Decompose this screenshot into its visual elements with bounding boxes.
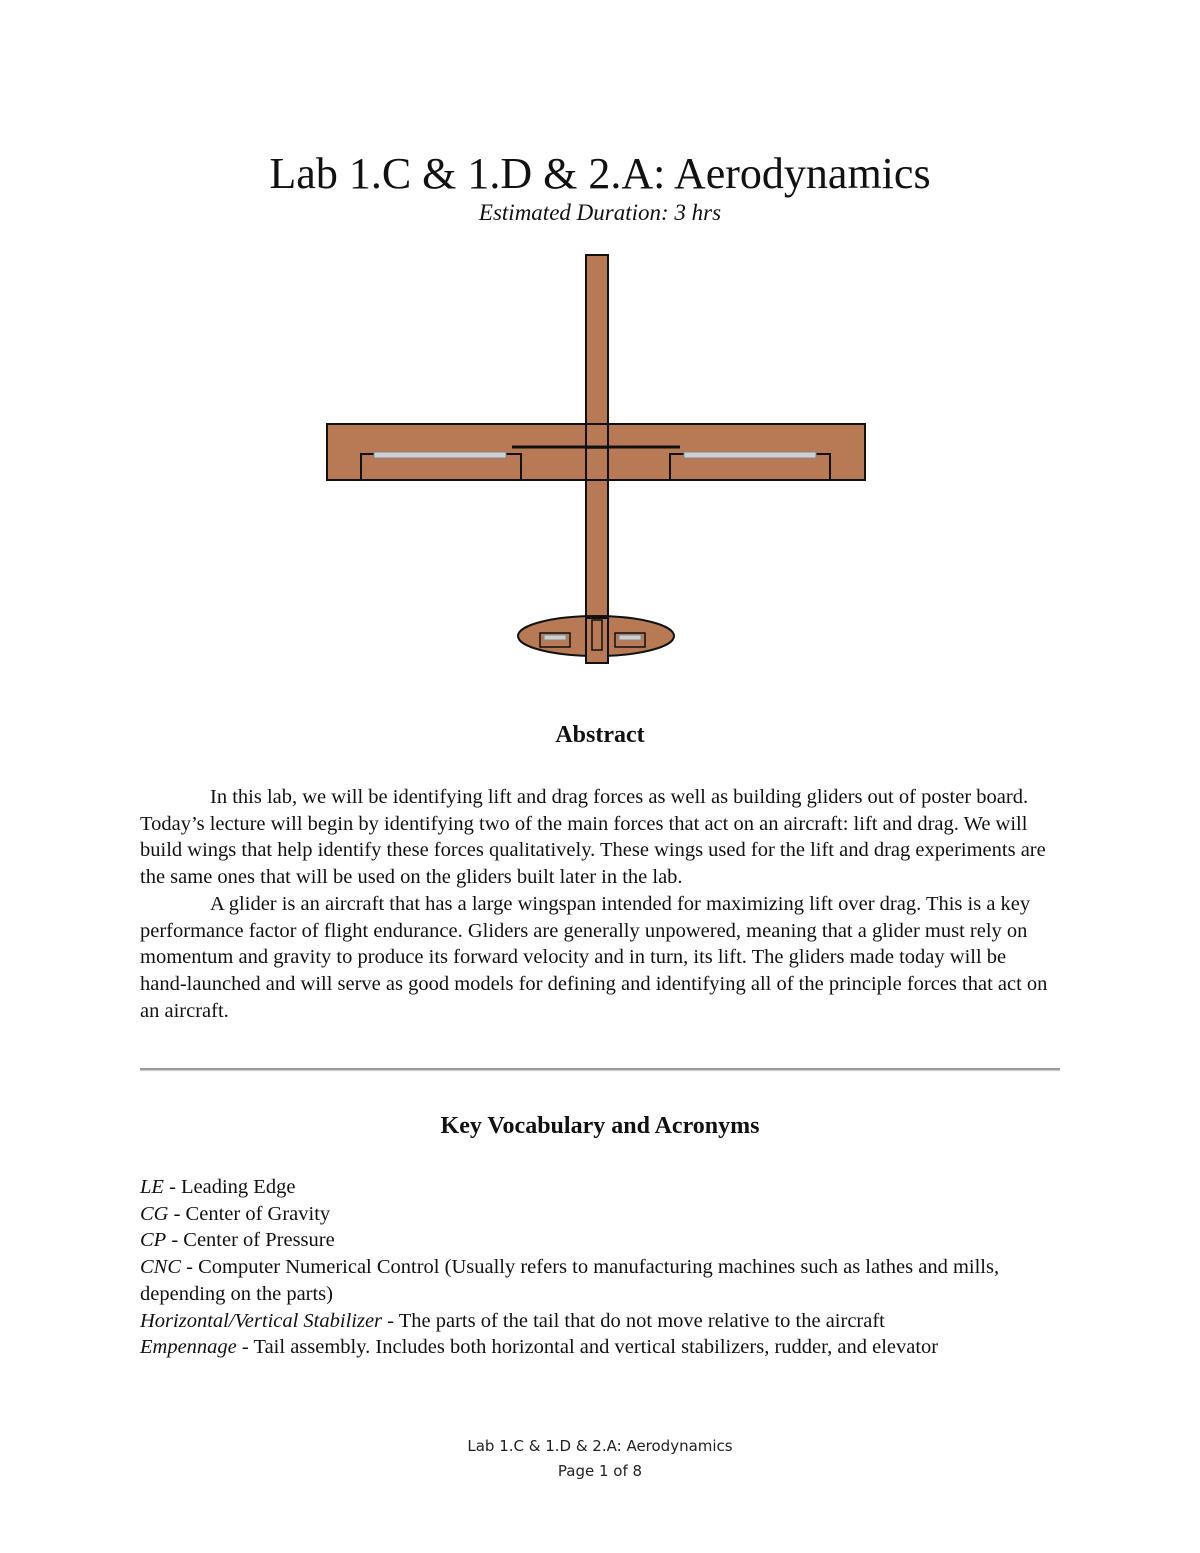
vocab-heading: Key Vocabulary and Acronyms bbox=[440, 1113, 760, 1139]
left-hinge-strip bbox=[374, 452, 506, 458]
rudder bbox=[592, 620, 602, 650]
vocab-item bbox=[140, 1201, 1050, 1228]
vocab-term: Empennage bbox=[140, 1336, 237, 1359]
vocab-definition: - Leading Edge bbox=[163, 1176, 296, 1198]
estimated-duration: Estimated Duration: 3 hrs bbox=[478, 200, 722, 225]
vocab-term: CNC bbox=[140, 1256, 182, 1279]
right-elevator-strip bbox=[619, 635, 641, 640]
vocab-item bbox=[140, 1254, 1050, 1307]
abstract-heading: Abstract bbox=[555, 722, 645, 748]
wing-root-box bbox=[586, 424, 608, 480]
vocab-term: LE bbox=[140, 1176, 164, 1198]
footer-title: Lab 1.C & 1.D & 2.A: Aerodynamics bbox=[467, 1437, 733, 1455]
page-number: Page 1 of 8 bbox=[557, 1462, 643, 1480]
vocab-term: CP bbox=[140, 1229, 167, 1252]
right-hinge-strip bbox=[684, 452, 816, 458]
vocab-term: Horizontal/Vertical Stabilizer bbox=[140, 1309, 383, 1332]
abstract-paragraph: In this lab, we will be identifying lift and drag forces as well as building gliders out of poster board. Today’s lecture will begin by identifying two of the main forces that act on an aircraft: lift and drag. We will build wings that help identify these forces qualitatively. These wings used for the lift and drag experiments are the same ones that will be used on the gliders built later in the lab. bbox=[140, 786, 1046, 889]
vocab-item bbox=[140, 1174, 1050, 1201]
vocab-definition: - Center of Pressure bbox=[166, 1229, 335, 1252]
page-footer bbox=[0, 1434, 1200, 1484]
vocab-definition: - Computer Numerical Control (Usually refers to manufacturing machines such as lathes and mills, depending on the parts) bbox=[140, 1256, 1000, 1305]
vocab-item bbox=[140, 1334, 1050, 1361]
section-divider bbox=[140, 1068, 1060, 1070]
vocab-item bbox=[140, 1308, 1050, 1335]
vocab-definition: - The parts of the tail that do not move relative to the aircraft bbox=[382, 1309, 885, 1332]
page-title: Lab 1.C & 1.D & 2.A: Aerodynamics bbox=[269, 149, 931, 198]
vocab-term: CG bbox=[140, 1202, 169, 1225]
abstract-body bbox=[140, 784, 1050, 1024]
vocab-item bbox=[140, 1227, 1050, 1254]
glider-diagram bbox=[320, 250, 880, 670]
vocab-definition: - Tail assembly. Includes both horizontal and vertical stabilizers, rudder, and elevator bbox=[236, 1336, 939, 1359]
left-elevator-strip bbox=[544, 635, 566, 640]
vocab-definition: - Center of Gravity bbox=[168, 1202, 331, 1225]
abstract-paragraph: A glider is an aircraft that has a large wingspan intended for maximizing lift over drag. This is a key performance factor of flight endurance. Gliders are generally unpowered, meaning that a glider must rely on momentum and gravity to produce its forward velocity and in turn, its lift. The gliders made today will be hand-launched and will serve as good models for defining and identifying all of the principle forces that act on an aircraft. bbox=[140, 892, 1048, 1022]
vocab-list bbox=[140, 1174, 1050, 1361]
